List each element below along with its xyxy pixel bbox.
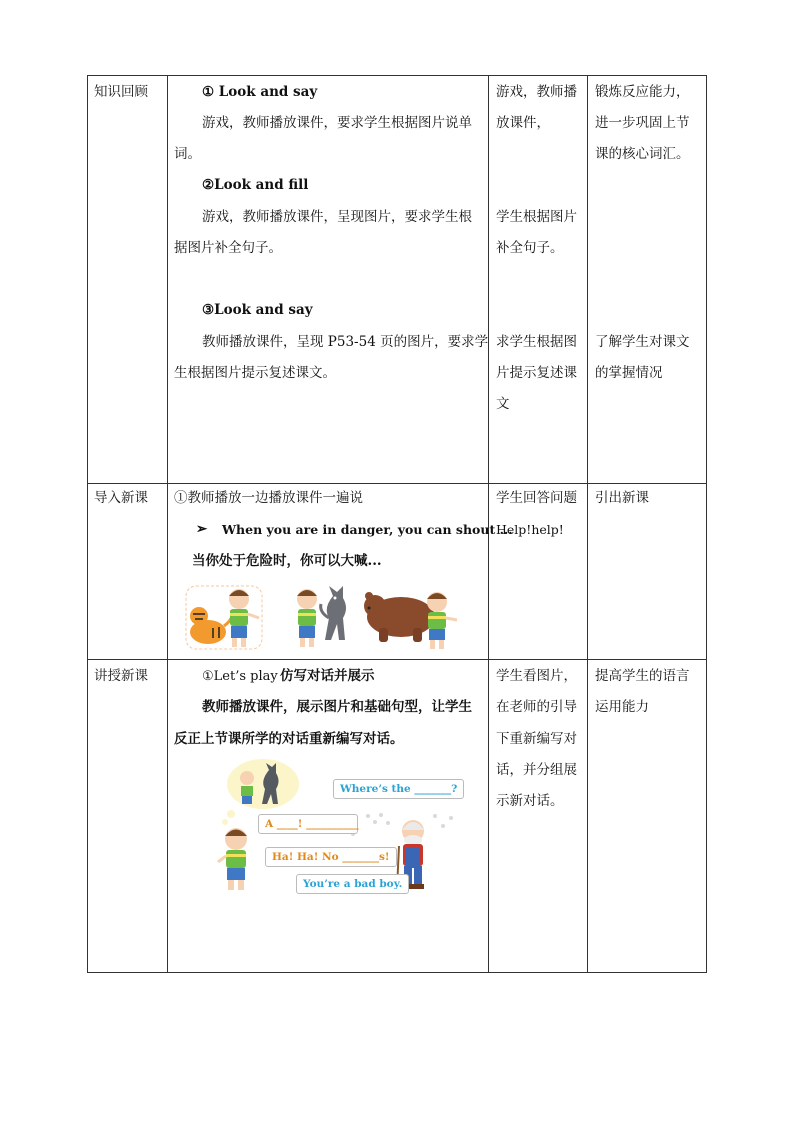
student-activity-text: 文 xyxy=(496,396,510,412)
student-activity-text: 学生回答问题 xyxy=(496,490,577,506)
section-text: 教师播放课件，展示图片和基础句型，让学生 xyxy=(202,699,472,715)
lets-play-title: ①Let’s play xyxy=(202,669,278,684)
student-activity-text: 片提示复述课 xyxy=(496,365,577,381)
student-activity-text: 学生看图片， xyxy=(496,668,577,684)
tiger-icon xyxy=(190,607,232,644)
purpose-text: 进一步巩固上节 xyxy=(595,115,690,131)
boy-icon xyxy=(229,589,259,647)
row-divider xyxy=(88,659,706,660)
section-look-and-say-title: ① Look and say xyxy=(202,84,318,100)
bear-icon xyxy=(364,592,435,642)
wolf-icon xyxy=(321,586,346,640)
student-activity-text: 游戏，教师播 xyxy=(496,84,577,100)
row-label-new-lesson: 讲授新课 xyxy=(94,668,148,684)
student-activity-text: 求学生根据图 xyxy=(496,334,577,350)
section-text: ①教师播放一边播放课件一遍说 xyxy=(174,490,363,506)
bullet-text: When you are in danger, you can shout ... xyxy=(222,522,513,537)
section-text: 据图片补全句子。 xyxy=(174,240,282,256)
section-text: 生根据图片提示复述课文。 xyxy=(174,365,336,381)
danger-animals-illustration xyxy=(183,582,473,654)
purpose-text: 提高学生的语言 xyxy=(595,668,690,684)
student-activity-text: 补全句子。 xyxy=(496,240,564,256)
speech-bubble-bad-boy: You’re a bad boy. xyxy=(296,874,409,894)
boy-icon xyxy=(427,592,457,649)
column-divider xyxy=(167,76,168,972)
purpose-text: 引出新课 xyxy=(595,490,649,506)
section-text: 反正上节课所学的对话重新编写对话。 xyxy=(174,731,404,747)
student-activity-text: Help!help! xyxy=(496,522,564,537)
student-activity-text: 学生根据图片 xyxy=(496,209,577,225)
boy-icon xyxy=(218,828,247,890)
section-text: 游戏，教师播放课件，呈现图片，要求学生根 xyxy=(202,209,472,225)
section-text: 游戏，教师播放课件，要求学生根据图片说单 xyxy=(202,115,472,131)
lets-play-subtitle: 仿写对话并展示 xyxy=(280,668,375,684)
student-activity-text: 话，并分组展 xyxy=(496,762,577,778)
student-activity-text: 示新对话。 xyxy=(496,793,564,809)
student-activity-text: 下重新编写对 xyxy=(496,731,577,747)
row-label-review: 知识回顾 xyxy=(94,84,148,100)
purpose-text: 锻炼反应能力， xyxy=(595,84,690,100)
student-activity-text: 放课件， xyxy=(496,115,550,131)
speech-bubble-haha: Ha! Ha! No _______s! xyxy=(265,847,397,867)
bullet-arrow-icon: ➢ xyxy=(196,521,208,537)
purpose-text: 了解学生对课文 xyxy=(595,334,690,350)
section-text: 当你处于危险时，你可以大喊... xyxy=(192,553,382,569)
section-text: 教师播放课件，呈现 P53-54 页的图片，要求学 xyxy=(202,334,489,350)
speech-bubble-where: Where’s the _______? xyxy=(333,779,464,799)
purpose-text: 课的核心词汇。 xyxy=(595,146,690,162)
section-look-and-say-2-title: ③Look and say xyxy=(202,302,313,318)
speech-bubble-a: A ____! __________ xyxy=(258,814,358,834)
section-look-and-fill-title: ②Look and fill xyxy=(202,177,309,193)
purpose-text: 的掌握情况 xyxy=(595,365,663,381)
row-label-lead-in: 导入新课 xyxy=(94,490,148,506)
purpose-text: 运用能力 xyxy=(595,699,649,715)
column-divider xyxy=(587,76,588,972)
student-activity-text: 在老师的引导 xyxy=(496,699,577,715)
decoration-dots-icon xyxy=(351,813,453,836)
section-text: 词。 xyxy=(174,146,201,162)
boy-icon xyxy=(297,589,317,647)
